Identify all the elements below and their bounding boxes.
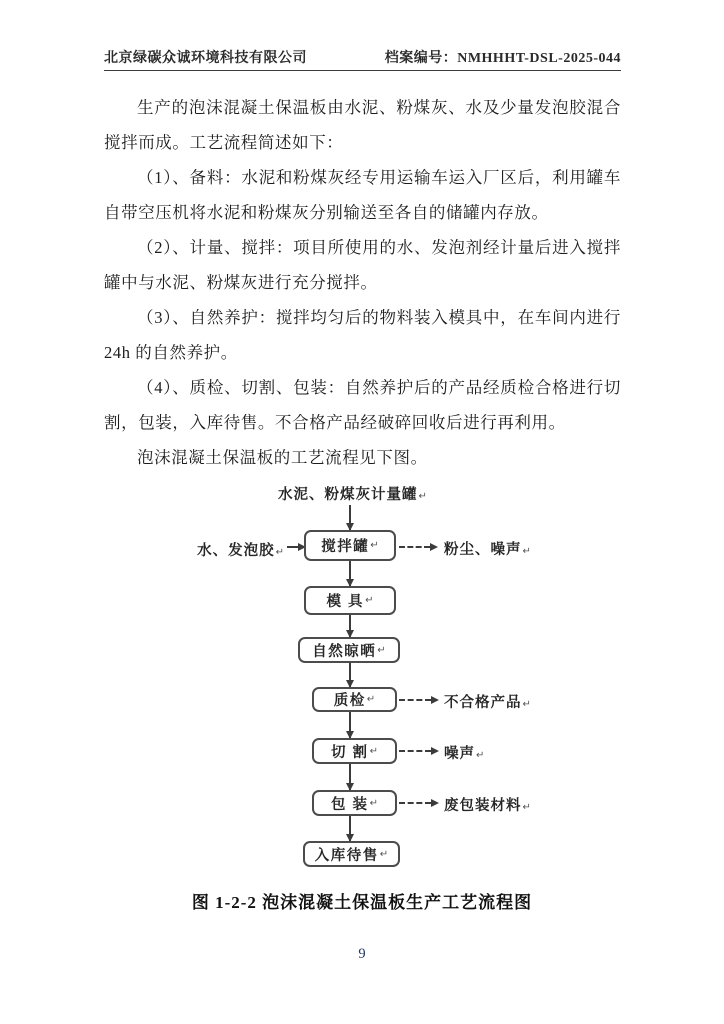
noise-text: 噪声	[444, 746, 475, 762]
return-mark-icon: ↵	[365, 595, 374, 606]
storage-text: 入库待售	[314, 847, 379, 864]
body-text	[104, 90, 621, 475]
arrow-down-icon	[349, 663, 351, 687]
return-mark-icon: ↵	[370, 540, 379, 551]
flowchart-box-mixing-tank	[304, 530, 396, 561]
flowchart-label-noise	[444, 742, 484, 763]
return-mark-icon: ↵	[366, 694, 376, 705]
arrow-down-icon	[349, 615, 351, 637]
flowchart-label-metering-tank	[245, 483, 460, 504]
dashed-arrow-right-icon	[399, 750, 431, 752]
flowchart-label-dust-noise	[444, 538, 531, 559]
waste-packaging-text: 废包装材料	[444, 798, 522, 814]
arrow-down-icon	[349, 561, 351, 586]
flowchart-box-natural-drying	[298, 637, 400, 663]
arrow-down-icon	[349, 712, 351, 738]
flowchart-box-mold	[304, 586, 396, 615]
metering-tank-text: 水泥、粉煤灰计量罐	[278, 487, 418, 503]
flowchart-box-storage	[303, 841, 400, 867]
flowchart-box-packing	[312, 790, 397, 816]
figure-caption: 图 1-2-2 泡沫混凝土保温板生产工艺流程图	[191, 893, 533, 912]
defective-product-text: 不合格产品	[444, 695, 522, 711]
paragraph-flow-intro: 泡沫混凝土保温板的工艺流程见下图。	[137, 448, 428, 467]
dashed-arrow-right-icon	[399, 546, 430, 548]
header-divider	[104, 70, 621, 71]
flowchart-label-waste-packaging	[444, 794, 531, 815]
return-mark-icon: ↵	[275, 547, 284, 558]
page-number: 9	[358, 946, 366, 962]
return-mark-icon: ↵	[377, 644, 386, 656]
return-mark-icon: ↵	[369, 797, 378, 809]
water-foaming-text: 水、发泡胶	[197, 543, 275, 559]
arrow-right-icon	[287, 546, 298, 548]
flowchart-box-quality-check	[312, 687, 397, 712]
header-company: 北京绿碳众诚环境科技有限公司	[104, 51, 307, 66]
return-mark-icon: ↵	[522, 546, 531, 557]
return-mark-icon: ↵	[522, 802, 531, 813]
arrow-down-icon	[349, 764, 351, 790]
flowchart-label-defective-product	[444, 691, 531, 712]
dashed-arrow-right-icon	[399, 699, 431, 701]
header-file-number: 档案编号：NMHHHT-DSL-2025-044	[384, 51, 621, 66]
page-header	[104, 47, 621, 67]
return-mark-icon: ↵	[379, 848, 389, 860]
paragraph-intro: 生产的泡沫混凝土保温板由水泥、粉煤灰、水及少量发泡胶混合搅拌而成。工艺流程简述如下：	[104, 98, 621, 152]
paragraph-step-3: （3）、自然养护：搅拌均匀后的物料装入模具中，在车间内进行 24h 的自然养护。	[104, 308, 621, 362]
cutting-text: 切 割	[331, 744, 369, 761]
natural-drying-text: 自然晾晒	[312, 643, 377, 660]
return-mark-icon: ↵	[476, 750, 485, 761]
return-mark-icon: ↵	[418, 491, 427, 502]
flowchart-label-water-foaming-agent	[196, 539, 284, 560]
packing-text: 包 装	[331, 796, 369, 813]
return-mark-icon: ↵	[522, 699, 531, 710]
quality-check-text: 质检	[333, 693, 366, 709]
flowchart-box-cutting	[312, 738, 397, 764]
paragraph-step-1: （1）、备料：水泥和粉煤灰经专用运输车运入厂区后，利用罐车自带空压机将水泥和粉煤灰分别输送至各自的储罐内存放。	[104, 168, 621, 222]
paragraph-step-4: （4）、质检、切割、包装：自然养护后的产品经质检合格进行切割，包装，入库待售。不合格产品经破碎回收后进行再利用。	[104, 378, 621, 432]
mixing-tank-text: 搅拌罐	[321, 539, 370, 555]
arrow-down-icon	[349, 505, 351, 530]
arrow-down-icon	[349, 816, 351, 841]
mold-text: 模 具	[326, 594, 365, 610]
dust-noise-text: 粉尘、噪声	[444, 542, 522, 558]
dashed-arrow-right-icon	[399, 802, 431, 804]
paragraph-step-2: （2）、计量、搅拌：项目所使用的水、发泡剂经计量后进入搅拌罐中与水泥、粉煤灰进行充分搅拌。	[104, 238, 621, 292]
return-mark-icon: ↵	[369, 745, 378, 757]
